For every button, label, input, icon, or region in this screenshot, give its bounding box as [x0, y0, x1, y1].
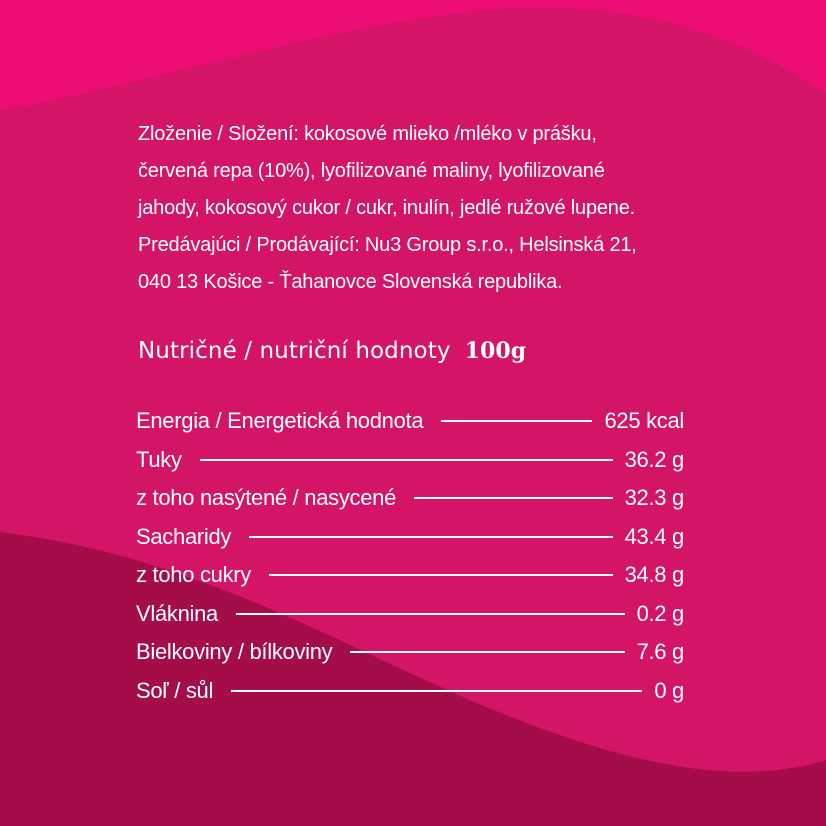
nutrient-label: Sacharidy: [136, 523, 232, 549]
ingredients-line: Zloženie / Složení: kokosové mlieko /mléko v prášku,: [138, 123, 597, 145]
nutrient-label: Vláknina: [136, 600, 218, 626]
nutrient-value: 0 g: [654, 677, 684, 703]
leader-line: [414, 497, 613, 499]
leader-line: [231, 690, 642, 692]
leader-line: [236, 613, 625, 615]
nutrient-label: Soľ / sůl: [136, 677, 214, 703]
ingredients-text: [138, 116, 718, 301]
leader-line: [249, 536, 612, 538]
nutrient-label: z toho cukry: [136, 562, 252, 588]
nutrition-row-fat: [136, 441, 684, 480]
nutrient-label: Energia / Energetická hodnota: [136, 408, 424, 434]
nutrient-value: 36.2 g: [624, 446, 684, 472]
leader-line: [269, 574, 613, 576]
leader-line: [350, 651, 624, 653]
nutrient-label: Bielkoviny / bílkoviny: [136, 639, 333, 665]
nutrient-value: 0.2 g: [636, 600, 684, 626]
ingredients-line: jahody, kokosový cukor / cukr, inulín, jedlé ružové lupene.: [138, 197, 635, 219]
nutrition-per-amount: 100g: [464, 338, 527, 364]
nutrient-value: 34.8 g: [624, 562, 684, 588]
nutrient-value: 32.3 g: [624, 485, 684, 511]
nutrition-row-fiber: [136, 595, 684, 634]
nutrition-row-sugars: [136, 556, 684, 595]
ingredients-line: Predávajúci / Prodávající: Nu3 Group s.r.o., Helsinská 21,: [138, 234, 637, 256]
nutrition-title: Nutričné / nutriční hodnoty: [138, 338, 451, 364]
nutrient-label: Tuky: [136, 446, 182, 472]
nutrition-row-energy: [136, 402, 684, 441]
nutrient-label: z toho nasýtené / nasycené: [136, 485, 397, 511]
leader-line: [200, 459, 613, 461]
leader-line: [441, 420, 592, 422]
nutrition-table: [136, 402, 684, 710]
ingredients-line: 040 13 Košice - Ťahanovce Slovenská republika.: [138, 271, 563, 293]
nutrition-row-carbohydrates: [136, 518, 684, 557]
nutrient-value: 43.4 g: [624, 523, 684, 549]
nutrition-heading: [138, 338, 526, 364]
nutrient-value: 625 kcal: [604, 408, 684, 434]
nutrient-value: 7.6 g: [636, 639, 684, 665]
nutrition-row-saturated-fat: [136, 479, 684, 518]
nutrition-row-salt: [136, 672, 684, 711]
ingredients-line: červená repa (10%), lyofilizované maliny, lyofilizované: [138, 160, 605, 182]
nutrition-row-protein: [136, 633, 684, 672]
